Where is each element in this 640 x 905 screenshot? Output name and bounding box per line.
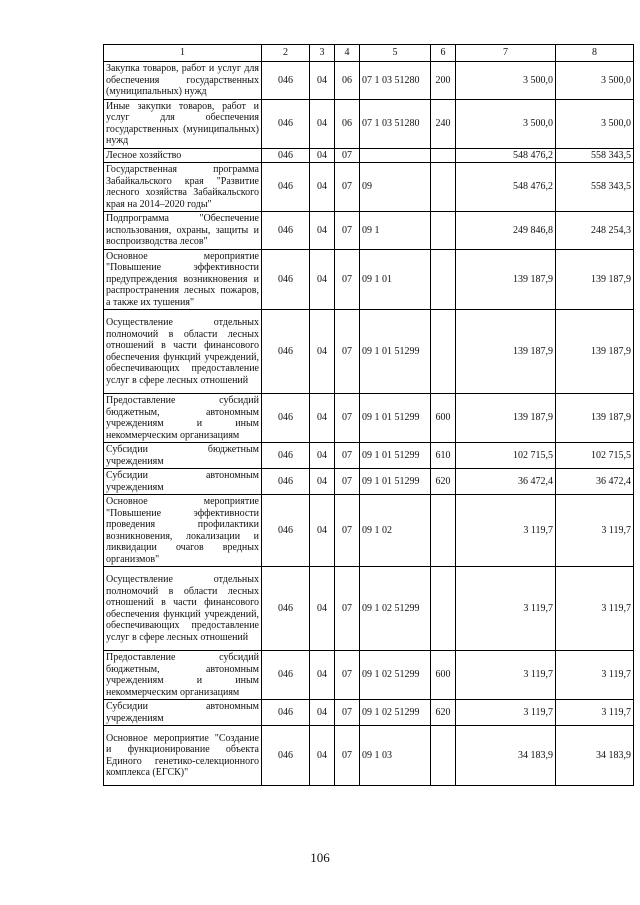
col-header-4: 4 (335, 45, 360, 62)
row-amount-2: 3 119,7 (556, 495, 634, 567)
row-name: Иные закупки товаров, работ и услуг для обеспечения государственных (муниципальных) нужд (104, 99, 262, 148)
row-subsection: 07 (335, 495, 360, 567)
row-target-article: 09 1 02 51299 (360, 651, 431, 700)
row-subsection: 07 (335, 310, 360, 394)
row-amount-2: 248 254,3 (556, 212, 634, 250)
row-target-article: 09 1 01 (360, 249, 431, 310)
row-name: Осуществление отдельных полномочий в области лесных отношений в части финансового обеспечения функций учреждений, обеспечивающих предоставление услуг в сфере лесных отношений (104, 310, 262, 394)
row-target-article (360, 148, 431, 163)
row-expense-type (431, 148, 456, 163)
row-section: 04 (310, 495, 335, 567)
row-admin-code: 046 (262, 469, 310, 495)
row-name: Основное мероприятие "Повышение эффективности проведения профилактики возникновения, локализации и ликвидации очагов вредных организмов" (104, 495, 262, 567)
row-section: 04 (310, 567, 335, 651)
row-section: 04 (310, 469, 335, 495)
col-header-6: 6 (431, 45, 456, 62)
row-expense-type: 200 (431, 62, 456, 100)
table-row (104, 469, 634, 495)
row-subsection: 07 (335, 163, 360, 212)
row-expense-type: 620 (431, 469, 456, 495)
row-admin-code: 046 (262, 249, 310, 310)
row-amount-2: 3 119,7 (556, 567, 634, 651)
row-name: Основное мероприятие "Повышение эффективности предупреждения возникновения и распространения лесных пожаров, а также их тушения" (104, 249, 262, 310)
row-amount-2: 102 715,5 (556, 443, 634, 469)
row-amount-2: 36 472,4 (556, 469, 634, 495)
row-section: 04 (310, 443, 335, 469)
row-amount-2: 3 500,0 (556, 62, 634, 100)
row-amount-2: 558 343,5 (556, 163, 634, 212)
row-amount-1: 249 846,8 (456, 212, 556, 250)
row-target-article: 07 1 03 51280 (360, 62, 431, 100)
row-admin-code: 046 (262, 651, 310, 700)
table-row (104, 212, 634, 250)
table-row (104, 148, 634, 163)
row-name: Субсидии автономным учреждениям (104, 469, 262, 495)
table-body (104, 62, 634, 786)
col-header-7: 7 (456, 45, 556, 62)
row-section: 04 (310, 62, 335, 100)
row-subsection: 07 (335, 212, 360, 250)
row-name: Закупка товаров, работ и услуг для обеспечения государственных (муниципальных) нужд (104, 62, 262, 100)
table-row (104, 99, 634, 148)
row-name: Лесное хозяйство (104, 148, 262, 163)
row-subsection: 07 (335, 148, 360, 163)
col-header-8: 8 (556, 45, 634, 62)
row-amount-1: 3 500,0 (456, 99, 556, 148)
row-section: 04 (310, 163, 335, 212)
row-section: 04 (310, 212, 335, 250)
budget-table (103, 44, 634, 786)
row-amount-1: 548 476,2 (456, 163, 556, 212)
row-amount-2: 3 500,0 (556, 99, 634, 148)
row-name: Подпрограмма "Обеспечение использования, охраны, защиты и воспроизводства лесов" (104, 212, 262, 250)
page-number: 106 (310, 850, 330, 865)
row-expense-type (431, 249, 456, 310)
row-admin-code: 046 (262, 148, 310, 163)
table-row (104, 394, 634, 443)
col-header-2: 2 (262, 45, 310, 62)
row-amount-1: 102 715,5 (456, 443, 556, 469)
row-expense-type: 600 (431, 394, 456, 443)
row-section: 04 (310, 310, 335, 394)
row-amount-1: 34 183,9 (456, 726, 556, 786)
row-section: 04 (310, 651, 335, 700)
row-target-article: 09 1 02 51299 (360, 567, 431, 651)
row-amount-1: 139 187,9 (456, 249, 556, 310)
row-target-article: 07 1 03 51280 (360, 99, 431, 148)
row-expense-type (431, 726, 456, 786)
row-name: Субсидии автономным учреждениям (104, 700, 262, 726)
row-expense-type: 620 (431, 700, 456, 726)
row-section: 04 (310, 700, 335, 726)
row-amount-2: 3 119,7 (556, 700, 634, 726)
row-amount-1: 139 187,9 (456, 310, 556, 394)
row-admin-code: 046 (262, 726, 310, 786)
row-amount-2: 34 183,9 (556, 726, 634, 786)
row-target-article: 09 (360, 163, 431, 212)
row-subsection: 06 (335, 99, 360, 148)
row-amount-1: 3 500,0 (456, 62, 556, 100)
row-amount-1: 36 472,4 (456, 469, 556, 495)
row-subsection: 07 (335, 249, 360, 310)
row-target-article: 09 1 03 (360, 726, 431, 786)
row-target-article: 09 1 01 51299 (360, 469, 431, 495)
row-target-article: 09 1 02 (360, 495, 431, 567)
row-subsection: 07 (335, 651, 360, 700)
table-row (104, 700, 634, 726)
table-row (104, 249, 634, 310)
row-expense-type: 240 (431, 99, 456, 148)
row-amount-1: 3 119,7 (456, 495, 556, 567)
row-admin-code: 046 (262, 567, 310, 651)
row-admin-code: 046 (262, 212, 310, 250)
row-expense-type (431, 310, 456, 394)
table-row (104, 62, 634, 100)
row-subsection: 07 (335, 394, 360, 443)
row-subsection: 06 (335, 62, 360, 100)
row-target-article: 09 1 02 51299 (360, 700, 431, 726)
row-name: Основное мероприятие "Создание и функционирование объекта Единого генетико-селекционного комплекса (ЕГСК)" (104, 726, 262, 786)
row-target-article: 09 1 01 51299 (360, 310, 431, 394)
row-expense-type: 600 (431, 651, 456, 700)
row-name: Субсидии бюджетным учреждениям (104, 443, 262, 469)
row-expense-type (431, 495, 456, 567)
header-row (104, 45, 634, 62)
row-amount-2: 139 187,9 (556, 310, 634, 394)
row-amount-1: 3 119,7 (456, 567, 556, 651)
table-row (104, 651, 634, 700)
row-subsection: 07 (335, 443, 360, 469)
row-section: 04 (310, 394, 335, 443)
row-section: 04 (310, 99, 335, 148)
row-expense-type (431, 212, 456, 250)
row-admin-code: 046 (262, 495, 310, 567)
table-row (104, 443, 634, 469)
table-row (104, 567, 634, 651)
row-section: 04 (310, 726, 335, 786)
row-amount-2: 558 343,5 (556, 148, 634, 163)
row-admin-code: 046 (262, 700, 310, 726)
row-amount-1: 548 476,2 (456, 148, 556, 163)
row-admin-code: 046 (262, 62, 310, 100)
table-row (104, 726, 634, 786)
row-admin-code: 046 (262, 99, 310, 148)
table-row (104, 163, 634, 212)
row-target-article: 09 1 01 51299 (360, 443, 431, 469)
row-name: Предоставление субсидий бюджетным, автономным учреждениям и иным некоммерческим организациям (104, 651, 262, 700)
table-row (104, 495, 634, 567)
table-row (104, 310, 634, 394)
row-amount-1: 139 187,9 (456, 394, 556, 443)
row-section: 04 (310, 249, 335, 310)
row-admin-code: 046 (262, 310, 310, 394)
col-header-5: 5 (360, 45, 431, 62)
row-subsection: 07 (335, 726, 360, 786)
row-amount-2: 3 119,7 (556, 651, 634, 700)
row-amount-2: 139 187,9 (556, 249, 634, 310)
row-expense-type (431, 567, 456, 651)
row-target-article: 09 1 (360, 212, 431, 250)
row-amount-1: 3 119,7 (456, 700, 556, 726)
row-admin-code: 046 (262, 443, 310, 469)
row-subsection: 07 (335, 469, 360, 495)
row-expense-type: 610 (431, 443, 456, 469)
row-name: Предоставление субсидий бюджетным, автономным учреждениям и иным некоммерческим организациям (104, 394, 262, 443)
row-name: Осуществление отдельных полномочий в области лесных отношений в части финансового обеспечения функций учреждений, обеспечивающих предоставление услуг в сфере лесных отношений (104, 567, 262, 651)
row-admin-code: 046 (262, 394, 310, 443)
row-subsection: 07 (335, 567, 360, 651)
row-target-article: 09 1 01 51299 (360, 394, 431, 443)
row-subsection: 07 (335, 700, 360, 726)
col-header-1: 1 (104, 45, 262, 62)
row-amount-1: 3 119,7 (456, 651, 556, 700)
row-expense-type (431, 163, 456, 212)
row-admin-code: 046 (262, 163, 310, 212)
col-header-3: 3 (310, 45, 335, 62)
row-name: Государственная программа Забайкальского края "Развитие лесного хозяйства Забайкальского края на 2014–2020 годы" (104, 163, 262, 212)
row-section: 04 (310, 148, 335, 163)
row-amount-2: 139 187,9 (556, 394, 634, 443)
